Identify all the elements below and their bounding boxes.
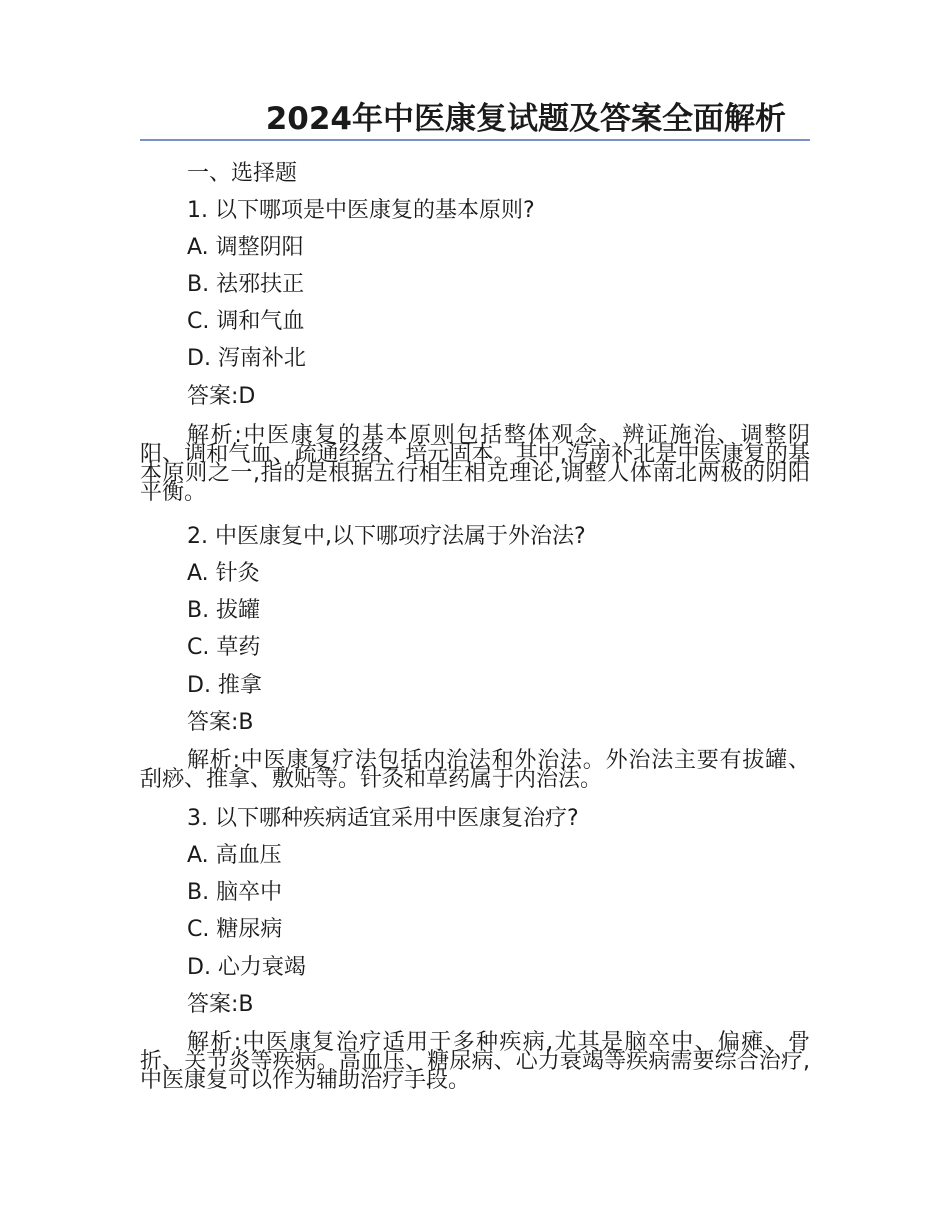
answer-line: 答案:B <box>187 710 254 735</box>
explanation-paragraph: 解析:中医康复治疗适用于多种疾病,尤其是脑卒中、偏瘫、骨折、关节炎等疾病。高血压、糖尿病、心力衰竭等疾病需要综合治疗,中医康复可以作为辅助治疗手段。 <box>140 1030 810 1093</box>
explanation-paragraph: 解析:中医康复的基本原则包括整体观念、辨证施治、调整阴阳、调和气血、疏通经络、培元固本。其中,泻南补北是中医康复的基本原则之一,指的是根据五行相生相克理论,调整人体南北两极的阴阳平衡。 <box>140 423 810 505</box>
option-a: A. 高血压 <box>187 843 282 868</box>
option-c: C. 糖尿病 <box>187 917 283 942</box>
option-a: A. 调整阴阳 <box>187 235 304 260</box>
question-text: 3. 以下哪种疾病适宜采用中医康复治疗? <box>187 806 579 831</box>
title-underline <box>140 139 810 141</box>
question-text: 1. 以下哪项是中医康复的基本原则? <box>187 198 535 223</box>
document-title: 2024年中医康复试题及答案全面解析 <box>265 101 786 137</box>
section-heading: 一、选择题 <box>187 161 298 186</box>
option-d: D. 泻南补北 <box>187 346 306 371</box>
option-c: C. 草药 <box>187 635 261 660</box>
option-a: A. 针灸 <box>187 561 260 586</box>
option-d: D. 心力衰竭 <box>187 955 306 980</box>
answer-line: 答案:D <box>187 384 256 409</box>
option-b: B. 拔罐 <box>187 598 261 623</box>
option-b: B. 脑卒中 <box>187 880 283 905</box>
question-text: 2. 中医康复中,以下哪项疗法属于外治法? <box>187 524 586 549</box>
option-c: C. 调和气血 <box>187 309 305 334</box>
option-d: D. 推拿 <box>187 673 262 698</box>
answer-line: 答案:B <box>187 992 254 1017</box>
option-b: B. 祛邪扶正 <box>187 272 305 297</box>
explanation-paragraph: 解析:中医康复疗法包括内治法和外治法。外治法主要有拔罐、刮痧、推拿、敷贴等。针灸和草药属于内治法。 <box>140 748 810 792</box>
